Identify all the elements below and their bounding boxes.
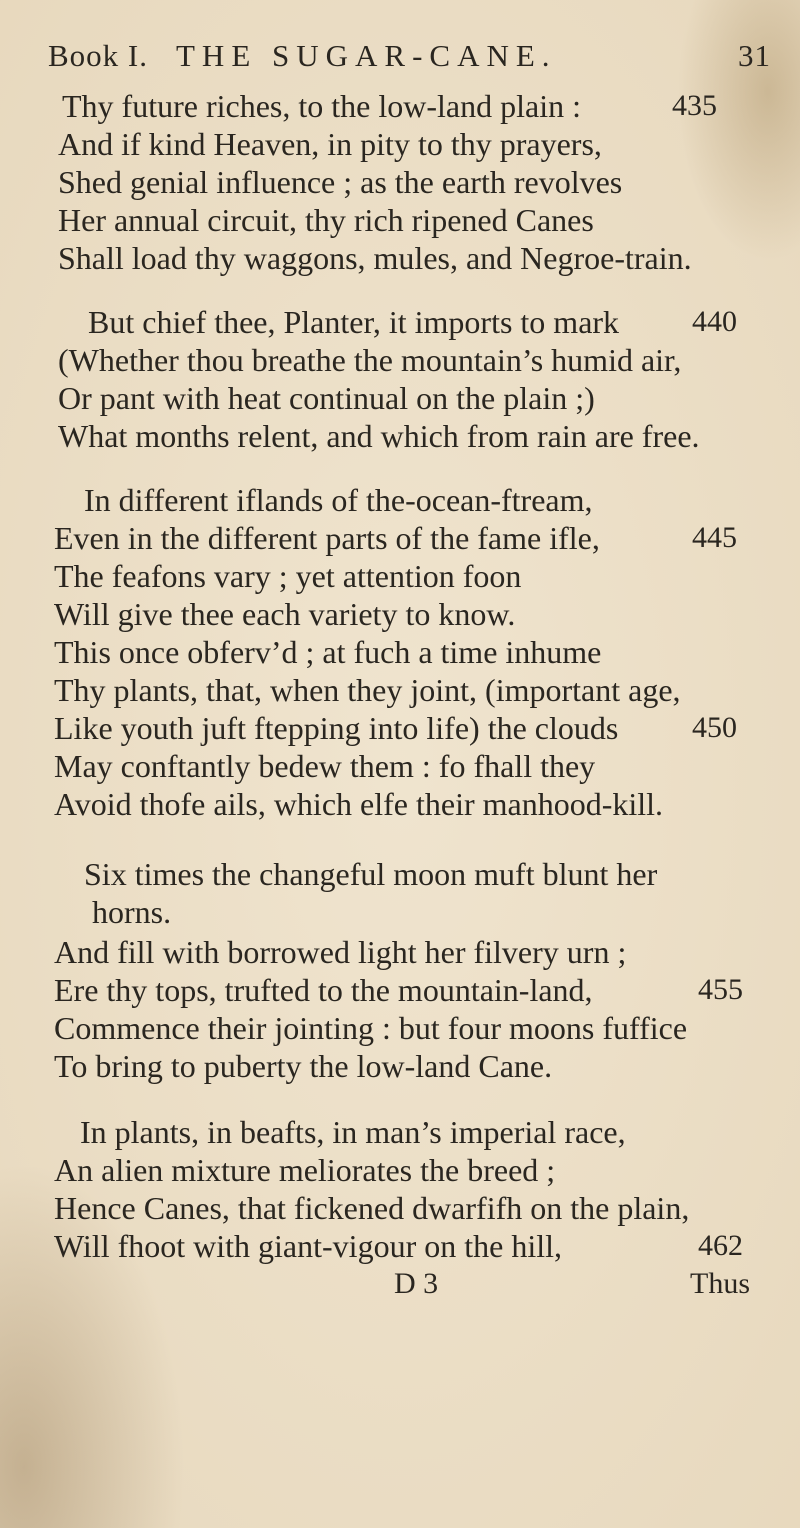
verse-line: Commence their jointing : but four moons fuffice — [54, 1010, 688, 1046]
verse-line: What months relent, and which from rain are free. — [58, 418, 700, 454]
verse-line: Hence Canes, that fickened dwarfifh on the plain, — [54, 1190, 690, 1226]
verse-line: In plants, in beafts, in man’s imperial race, — [80, 1114, 626, 1150]
verse-line: Will give thee each variety to know. — [54, 596, 516, 632]
verse-line: Or pant with heat continual on the plain ;) — [58, 380, 595, 416]
line-number: 455 — [698, 973, 743, 1006]
line-number: 445 — [692, 521, 737, 554]
verse-line: Even in the different parts of the fame ifle, — [54, 520, 600, 556]
line-number: 435 — [672, 89, 717, 122]
verse-line: Will fhoot with giant-vigour on the hill, — [54, 1228, 562, 1264]
verse-line: (Whether thou breathe the mountain’s humid air, — [58, 342, 682, 378]
verse-line: This once obferv’d ; at fuch a time inhume — [54, 634, 602, 670]
verse-line: Ere thy tops, trufted to the mountain-land, — [54, 972, 593, 1008]
verse-line: And if kind Heaven, in pity to thy prayers, — [58, 126, 602, 162]
line-number: 450 — [692, 711, 737, 744]
verse-line: Like youth juft ftepping into life) the clouds — [54, 710, 619, 746]
verse-line: Shall load thy waggons, mules, and Negroe-train. — [58, 240, 692, 276]
verse-line-turnover: horns. — [92, 894, 172, 930]
verse-line: Thy plants, that, when they joint, (important age, — [54, 672, 681, 708]
signature-mark: D 3 — [394, 1267, 439, 1300]
page-number: 31 — [738, 38, 771, 73]
verse-line: An alien mixture meliorates the breed ; — [54, 1152, 556, 1188]
verse-line: And fill with borrowed light her filvery urn ; — [54, 934, 627, 970]
verse-line: May conftantly bedew them : fo fhall they — [54, 748, 596, 784]
verse-line: Avoid thofe ails, which elfe their manhood-kill. — [54, 786, 664, 822]
verse-line: Her annual circuit, thy rich ripened Canes — [58, 202, 594, 238]
verse-line: To bring to puberty the low-land Cane. — [54, 1048, 553, 1084]
verse-line: Shed genial influence ; as the earth revolves — [58, 164, 623, 200]
verse-line: In different iflands of the-ocean-ftream, — [84, 482, 593, 518]
verse-line: The feafons vary ; yet attention foon — [54, 558, 522, 594]
verse-line: Six times the changeful moon muft blunt her — [84, 856, 658, 892]
running-title: THE SUGAR-CANE. — [176, 38, 557, 73]
catchword: Thus — [690, 1267, 750, 1300]
verse-line: But chief thee, Planter, it imports to mark — [88, 304, 620, 340]
running-header — [48, 38, 788, 78]
book-number: Book I. — [48, 38, 148, 73]
verse-line: Thy future riches, to the low-land plain : — [62, 88, 581, 124]
line-number: 462 — [698, 1229, 743, 1262]
line-number: 440 — [692, 305, 737, 338]
